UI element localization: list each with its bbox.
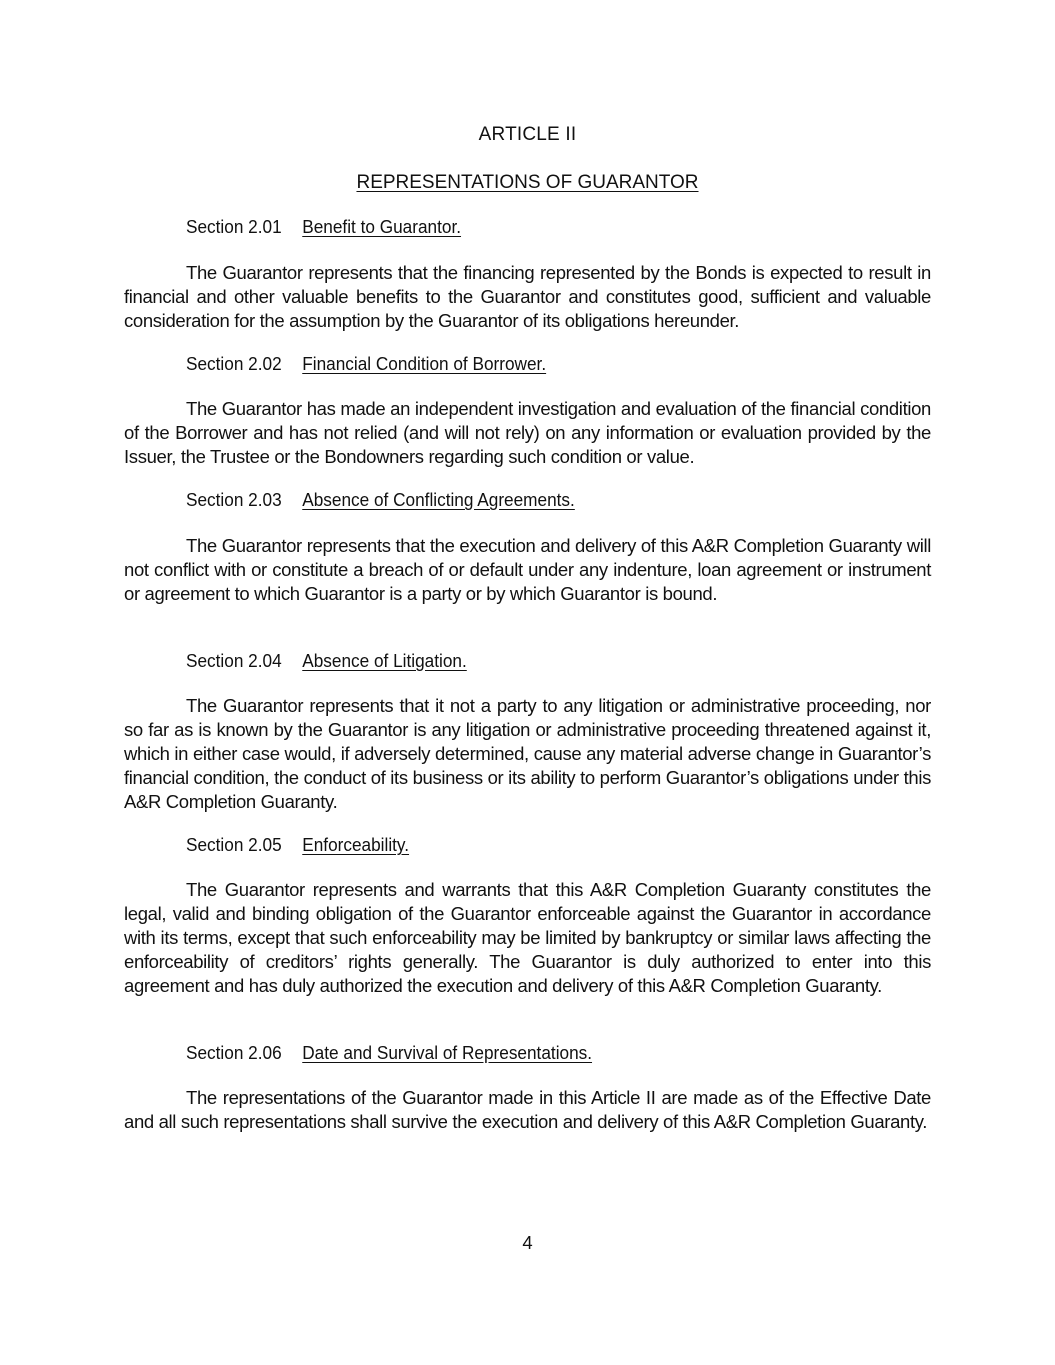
section-number: Section 2.03 — [186, 489, 282, 510]
section-title: Absence of Litigation. — [302, 650, 467, 671]
section-heading-2-02 — [186, 353, 546, 375]
section-heading-2-06 — [186, 1042, 592, 1064]
section-body-2-01: The Guarantor represents that the financing represented by the Bonds is expected to result in financial and other valuable benefits to the Guarantor and constitutes good, sufficient and valuable consideration for the assumption by the Guarantor of its obligations hereunder. — [124, 262, 931, 331]
section-heading-2-01 — [186, 216, 461, 238]
article-title: ARTICLE II — [478, 124, 577, 145]
section-title: Absence of Conflicting Agreements. — [302, 489, 575, 510]
section-body-2-03: The Guarantor represents that the execution and delivery of this A&R Completion Guaranty will not conflict with or constitute a breach of or default under any indenture, loan agreement or instrument or agreement to which Guarantor is a party or by which Guarantor is bound. — [124, 535, 931, 604]
section-number: Section 2.05 — [186, 834, 282, 855]
section-number: Section 2.02 — [186, 353, 282, 374]
section-title: Financial Condition of Borrower. — [302, 353, 547, 374]
section-title: Benefit to Guarantor. — [302, 216, 462, 237]
section-body-2-02: The Guarantor has made an independent investigation and evaluation of the financial condition of the Borrower and has not relied (and will not rely) on any information or evaluation provided by the Issuer, the Trustee or the Bondowners regarding such condition or value. — [124, 398, 931, 467]
section-body-2-05: The Guarantor represents and warrants that this A&R Completion Guaranty constitutes the legal, valid and binding obligation of the Guarantor enforceable against the Guarantor in accordance with its terms, except that such enforceability may be limited by bankruptcy or similar laws affecting the enforceability of creditors’ rights generally. The Guarantor is duly authorized to enter into this agreement and has duly authorized the execution and delivery of this A&R Completion Guaranty. — [124, 879, 931, 996]
section-title: Date and Survival of Representations. — [302, 1042, 593, 1063]
section-number: Section 2.06 — [186, 1042, 282, 1063]
section-heading-2-05 — [186, 834, 409, 856]
section-body-2-04: The Guarantor represents that it not a party to any litigation or administrative proceeding, nor so far as is known by the Guarantor is any litigation or administrative proceeding threatened against it, which in either case would, if adversely determined, cause any material adverse change in Guarantor’s financial condition, the conduct of its business or its ability to perform Guarantor’s obligations under this A&R Completion Guaranty. — [124, 695, 931, 812]
article-subtitle-text: REPRESENTATIONS OF GUARANTOR — [356, 172, 699, 193]
section-body-2-06: The representations of the Guarantor made in this Article II are made as of the Effective Date and all such representations shall survive the execution and delivery of this A&R Completion Guaranty. — [124, 1087, 931, 1132]
page-number: 4 — [522, 1232, 533, 1253]
article-subtitle — [124, 172, 931, 194]
section-title: Enforceability. — [302, 834, 410, 855]
section-number: Section 2.01 — [186, 216, 282, 237]
section-number: Section 2.04 — [186, 650, 282, 671]
section-heading-2-03 — [186, 489, 575, 511]
section-heading-2-04 — [186, 650, 467, 672]
